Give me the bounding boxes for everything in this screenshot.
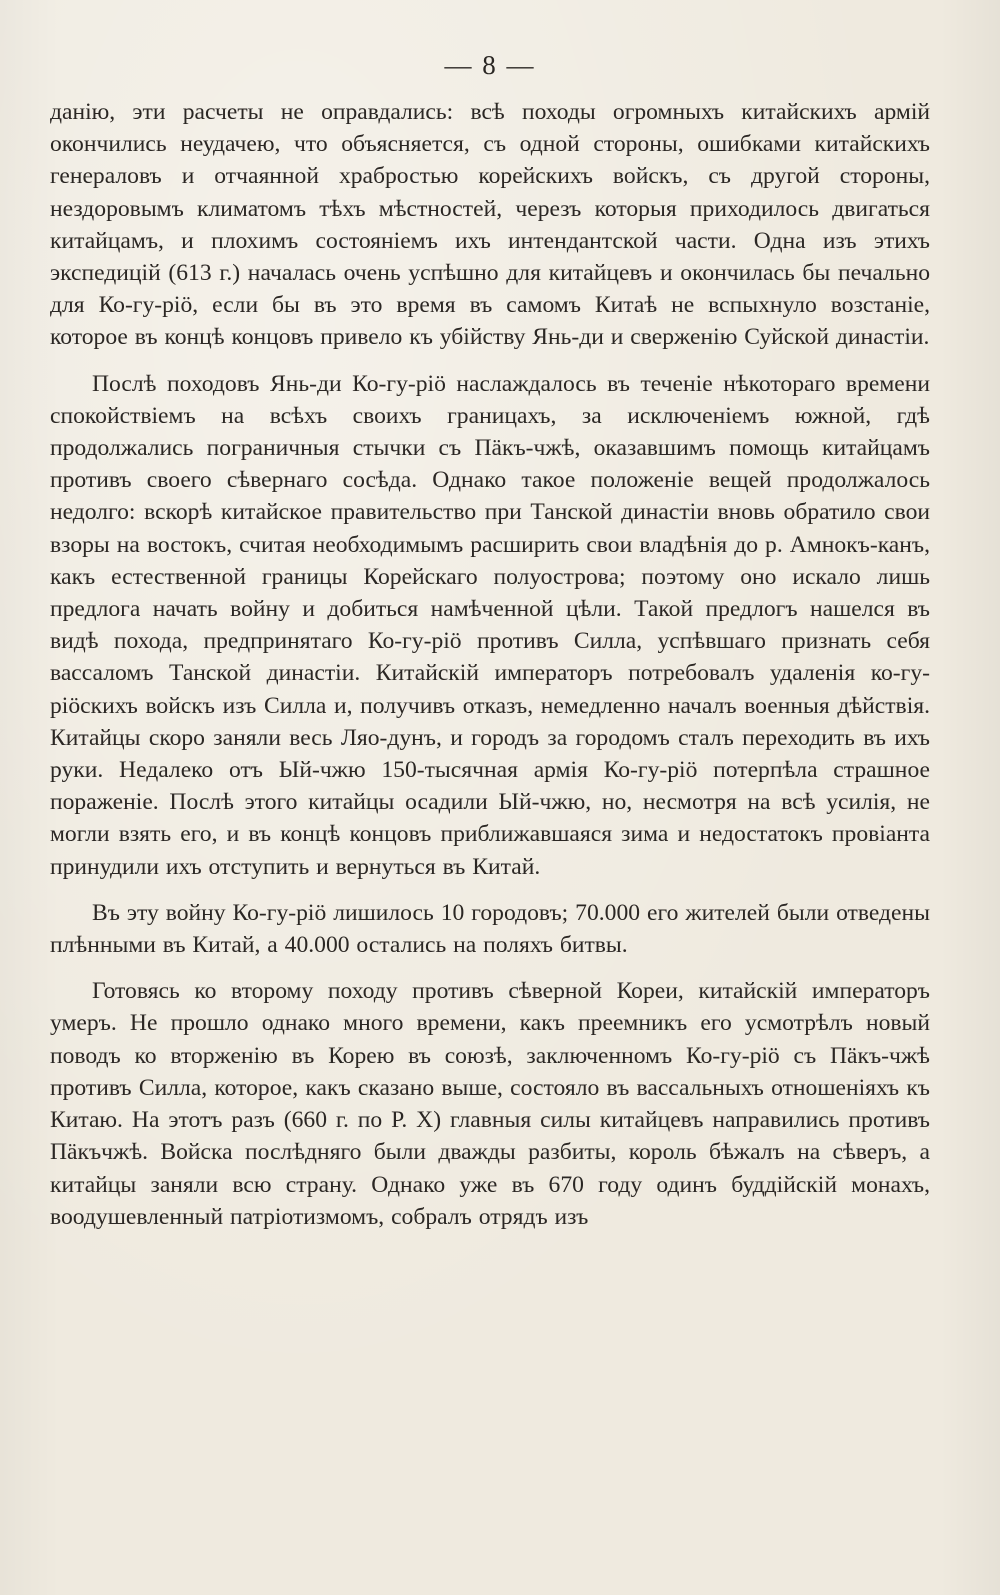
paragraph-3: Въ эту войну Ко-гу-ріö лишилось 10 городовъ; 70.000 его жителей были отведены плѣнными въ Китай, а 40.000 остались на поляхъ битвы. — [50, 899, 930, 959]
paragraph-2: Послѣ походовъ Янь-ди Ко-гу-ріö наслаждалось въ теченіе нѣкотораго времени спокойствіемъ на всѣхъ своихъ границахъ, за исключеніемъ южной, гдѣ продолжались пограничныя стычки съ Пäкъ-чжѣ, оказавшимъ помощь китайцамъ противъ своего сѣвернаго сосѣда. Однако такое положеніе вещей продолжалось недолго: вскорѣ китайское правительство при Танской династіи вновь обратило свои взоры на востокъ, считая необходимымъ расширить свои владѣнія до р. Амнокъ-канъ, какъ естественной границы Корейскаго полуострова; поэтому оно искало лишь предлога начать войну и добиться намѣченной цѣли. Такой предлогъ нашелся въ видѣ похода, предпринятаго Ко-гу-ріö противъ Силла, успѣвшаго признать себя вассаломъ Танской династіи. Китайскій императоръ потребовалъ удаленія ко-гу-ріöскихъ войскъ изъ Силла и, получивъ отказъ, немедленно началъ военныя дѣйствія. Китайцы скоро заняли весь Ляо-дунъ, и городъ за городомъ сталъ переходить въ ихъ руки. Недалеко отъ Ый-чжю 150-тысячная армія Ко-гу-ріö потерпѣла страшное пораженіе. Послѣ этого китайцы осадили Ый-чжю, но, несмотря на всѣ усилія, не могли взять его, и въ концѣ концовъ приближавшаяся зима и недостатокъ провіанта принудили ихъ отступить и вернуться въ Китай. — [50, 370, 930, 880]
body-text — [50, 96, 930, 1233]
paragraph-1: данію, эти расчеты не оправдались: всѣ походы огромныхъ китайскихъ армій окончились неудачею, что объясняется, съ одной стороны, ошибками китайскихъ генераловъ и отчаянной храбростью корейскихъ войскъ, съ другой стороны, нездоровымъ климатомъ тѣхъ мѣстностей, черезъ которыя приходилось двигаться китайцамъ, и плохимъ состояніемъ ихъ интендантской части. Одна изъ этихъ экспедицій (613 г.) началась очень успѣшно для китайцевъ и окончилась бы печально для Ко-гу-ріö, если бы въ это время въ самомъ Китаѣ не вспыхнуло возстаніе, которое въ концѣ концовъ привело къ убійству Янь-ди и сверженію Суйской династіи. — [50, 99, 930, 351]
paragraph-4: Готовясь ко второму походу противъ сѣверной Кореи, китайскій императоръ умеръ. Не прошло однако много времени, какъ преемникъ его усмотрѣлъ новый поводъ ко вторженію въ Корею въ союзѣ, заключенномъ Ко-гу-ріö съ Пäкъ-чжѣ противъ Силла, которое, какъ сказано выше, состояло въ вассальныхъ отношеніяхъ къ Китаю. На этотъ разъ (660 г. по Р. Х) главныя силы китайцевъ направились противъ Пäкъчжѣ. Войска послѣдняго были дважды разбиты, король бѣжалъ на сѣверъ, а китайцы заняли всю страну. Однако уже въ 670 году одинъ буддійскій монахъ, воодушевленный патріотизмомъ, собралъ отрядъ изъ — [50, 978, 930, 1230]
page-number: — 8 — — [444, 50, 536, 80]
